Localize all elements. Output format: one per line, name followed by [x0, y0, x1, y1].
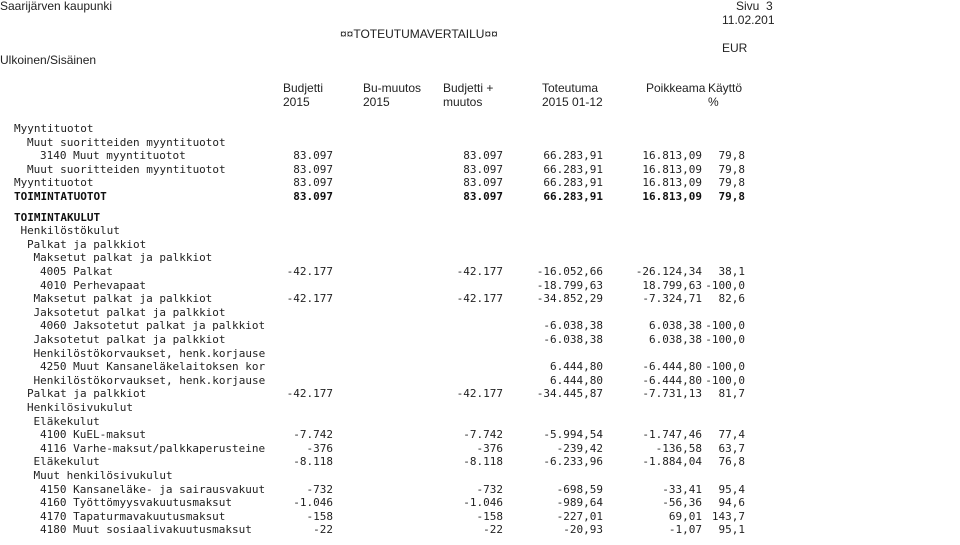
cell-actual: 66.283,91: [543, 190, 603, 203]
cell-budget: -8.118: [293, 455, 333, 469]
col-actual-line1: Toteutuma: [542, 81, 599, 95]
cell-difference: -136,58: [655, 441, 702, 455]
cell-budget-total: -42.177: [456, 387, 503, 401]
cell-difference: 18.799,63: [642, 278, 702, 292]
cell-usage: 143,7: [711, 509, 745, 523]
col-total-line2: muutos: [443, 95, 483, 109]
cell-usage: 82,6: [718, 292, 745, 306]
cell-actual: 66.283,91: [543, 176, 603, 190]
cell-usage: -100,0: [705, 373, 745, 387]
row-label: Henkilöstökulut: [20, 224, 120, 238]
cell-difference: -7.324,71: [642, 292, 702, 306]
cell-actual: -989,64: [556, 496, 603, 510]
page-number: Sivu 3: [736, 0, 773, 13]
cell-actual: -6.038,38: [543, 319, 603, 333]
cell-budget: -7.742: [293, 428, 333, 442]
cell-usage: 79,8: [718, 162, 745, 176]
row-label: Myyntituotot: [14, 176, 94, 190]
row-label: 4180 Muut sosiaalivakuutusmaksut: [40, 523, 252, 537]
row-label: Palkat ja palkkiot: [27, 237, 147, 251]
cell-actual: -16.052,66: [536, 265, 603, 278]
cell-difference: -7.731,13: [642, 387, 702, 401]
cell-usage: 79,8: [718, 190, 745, 203]
cell-usage: 95,1: [718, 523, 745, 537]
cell-actual: -34.445,87: [536, 387, 603, 401]
row-label: 4100 KuEL-maksut: [40, 428, 146, 442]
cell-budget: -732: [306, 482, 333, 496]
cell-budget: -158: [306, 509, 333, 523]
cell-budget-total: -8.118: [463, 455, 503, 469]
cell-actual: -18.799,63: [536, 278, 603, 292]
cell-difference: -6.444,80: [642, 373, 702, 387]
cell-budget-total: -7.742: [463, 428, 503, 442]
cell-usage: -100,0: [705, 333, 745, 346]
cell-usage: 94,6: [718, 496, 745, 510]
cell-budget-total: -732: [476, 482, 503, 496]
row-label: 4250 Muut Kansaneläkelaitoksen kor: [40, 360, 266, 374]
cell-difference: -33,41: [662, 482, 702, 496]
col-change-line1: Bu-muutos: [363, 81, 422, 95]
cell-usage: 38,1: [718, 265, 745, 278]
cell-budget-total: -158: [476, 509, 503, 523]
cell-actual: 66.283,91: [543, 162, 603, 176]
department-label: Ulkoinen/Sisäinen: [0, 53, 97, 67]
cell-difference: 6.038,38: [649, 319, 702, 333]
cell-usage: -100,0: [705, 319, 745, 333]
cell-difference: 16.813,09: [642, 176, 702, 190]
cell-budget: -42.177: [286, 265, 333, 278]
cell-budget-total: -42.177: [456, 292, 503, 306]
row-label: 4010 Perhevapaat: [40, 278, 146, 292]
row-label: Myyntituotot: [14, 122, 94, 135]
cell-difference: -6.444,80: [642, 360, 702, 374]
cell-difference: 16.813,09: [642, 149, 702, 163]
cell-actual: 6.444,80: [550, 360, 603, 374]
cell-usage: 81,7: [718, 387, 745, 401]
cell-budget-total: 83.097: [463, 162, 503, 176]
row-label: Henkilöstökorvaukset, henk.korjause: [33, 373, 266, 387]
cell-budget-total: -1.046: [463, 496, 503, 510]
row-label: Henkilösivukulut: [27, 401, 133, 414]
cell-difference: -56,36: [662, 496, 702, 510]
currency-label: EUR: [722, 41, 748, 55]
cell-budget: 83.097: [293, 162, 333, 176]
cell-actual: -20,93: [563, 523, 603, 537]
cell-budget-total: -42.177: [456, 265, 503, 278]
cell-actual: -698,59: [556, 482, 603, 496]
cell-actual: -5.994,54: [543, 428, 603, 442]
cell-budget: 83.097: [293, 149, 333, 163]
row-label: 4060 Jaksotetut palkat ja palkkiot: [40, 319, 266, 333]
cell-actual: -227,01: [556, 509, 603, 523]
row-label: Maksetut palkat ja palkkiot: [33, 251, 213, 265]
cell-actual: -34.852,29: [536, 292, 603, 306]
cell-usage: 79,8: [718, 149, 745, 163]
row-label: 4116 Varhe-maksut/palkkaperusteine: [40, 441, 266, 455]
col-actual-line2: 2015 01-12: [542, 95, 603, 109]
row-label: Jaksotetut palkat ja palkkiot: [33, 305, 226, 319]
row-label: Jaksotetut palkat ja palkkiot: [33, 333, 226, 346]
row-label: Muut suoritteiden myyntituotot: [27, 162, 226, 176]
row-label: Maksetut palkat ja palkkiot: [33, 292, 213, 306]
col-diff-line1: Poikkeama: [646, 81, 706, 95]
row-label: 4170 Tapaturmavakuutusmaksut: [40, 509, 226, 523]
organization-name: Saarijärven kaupunki: [0, 0, 113, 13]
row-label: Henkilöstökorvaukset, henk.korjause: [33, 346, 266, 360]
row-label: Eläkekulut: [33, 455, 100, 469]
row-label: TOIMINTATUOTOT: [14, 190, 107, 203]
row-label: 4005 Palkat: [40, 265, 113, 278]
cell-budget: -1.046: [293, 496, 333, 510]
report-date: 11.02.201: [722, 13, 775, 27]
col-budget-line1: Budjetti: [283, 81, 324, 95]
cell-budget: -376: [306, 441, 333, 455]
cell-actual: -6.233,96: [543, 455, 603, 469]
cell-budget-total: -376: [476, 441, 503, 455]
cell-difference: 6.038,38: [649, 333, 702, 346]
cell-budget: -42.177: [286, 292, 333, 306]
cell-budget: 83.097: [293, 190, 333, 203]
cell-actual: -6.038,38: [543, 333, 603, 346]
row-label: Eläkekulut: [33, 414, 100, 428]
cell-usage: 63,7: [718, 441, 745, 455]
cell-usage: 95,4: [718, 482, 745, 496]
cell-usage: -100,0: [705, 278, 745, 292]
cell-difference: 16.813,09: [642, 190, 702, 203]
col-change-line2: 2015: [363, 95, 390, 109]
row-label: Palkat ja palkkiot: [27, 387, 147, 401]
row-label: 4150 Kansaneläke- ja sairausvakuut: [40, 482, 266, 496]
cell-budget: -22: [313, 523, 333, 537]
col-usage-line1: Käyttö: [708, 81, 743, 95]
cell-difference: 16.813,09: [642, 162, 702, 176]
col-total-line1: Budjetti +: [443, 81, 494, 95]
row-label: 4160 Työttömyysvakuutusmaksut: [40, 496, 233, 510]
col-budget-line2: 2015: [283, 95, 310, 109]
cell-budget-total: 83.097: [463, 149, 503, 163]
cell-difference: -1,07: [668, 523, 702, 537]
row-label: Muut suoritteiden myyntituotot: [27, 135, 226, 149]
col-usage-line2: %: [708, 95, 719, 109]
cell-difference: -1.884,04: [642, 455, 702, 469]
cell-usage: 76,8: [718, 455, 745, 469]
cell-actual: 66.283,91: [543, 149, 603, 163]
cell-difference: -26.124,34: [635, 265, 702, 278]
row-label: Muut henkilösivukulut: [33, 469, 173, 482]
cell-difference: 69,01: [668, 509, 702, 523]
cell-actual: -239,42: [556, 441, 603, 455]
row-label: 3140 Muut myyntituotot: [40, 149, 186, 163]
cell-budget: 83.097: [293, 176, 333, 190]
cell-difference: -1.747,46: [642, 428, 702, 442]
cell-budget-total: 83.097: [463, 176, 503, 190]
cell-actual: 6.444,80: [550, 373, 603, 387]
cell-budget: -42.177: [286, 387, 333, 401]
cell-usage: 79,8: [718, 176, 745, 190]
report-title: ¤¤TOTEUTUMAVERTAILU¤¤: [340, 27, 498, 41]
cell-budget-total: 83.097: [463, 190, 503, 203]
cell-budget-total: -22: [483, 523, 503, 537]
cell-usage: 77,4: [718, 428, 745, 442]
row-label: TOIMINTAKULUT: [14, 210, 101, 224]
cell-usage: -100,0: [705, 360, 745, 374]
